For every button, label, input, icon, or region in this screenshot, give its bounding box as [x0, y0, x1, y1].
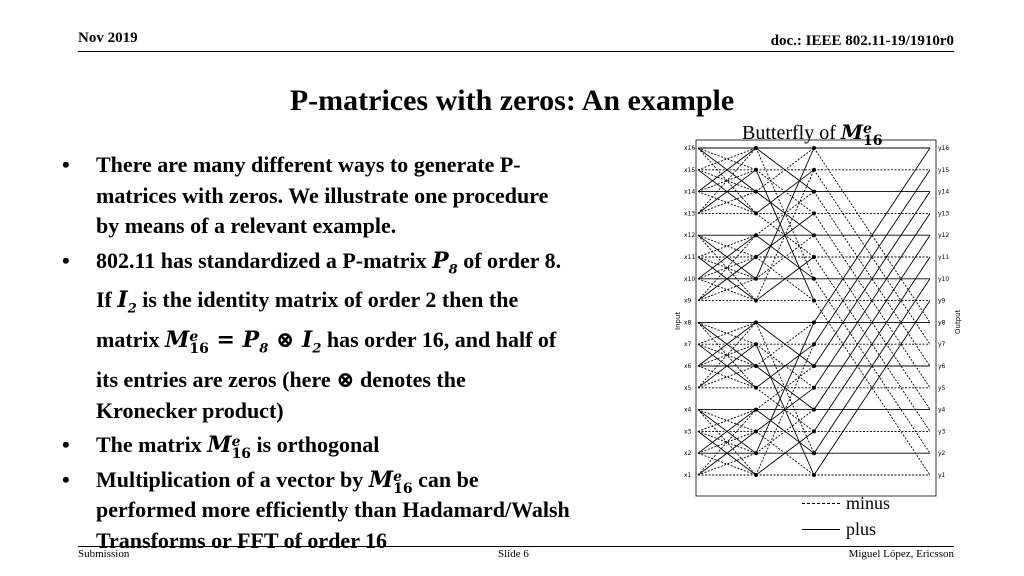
output-label: y16 [938, 145, 950, 152]
butterfly-node [812, 277, 816, 281]
input-axis-label: Input [674, 311, 682, 330]
header-doc-id: doc.: IEEE 802.11-19/1910r0 [770, 33, 954, 49]
input-label: x6 [684, 363, 692, 370]
butterfly-node [754, 386, 758, 390]
input-label: x9 [684, 297, 692, 305]
math-M16e: M e 16 [207, 432, 252, 463]
output-label: y8 [938, 319, 946, 327]
butterfly-node [812, 211, 816, 215]
bullet-4-text-c: performed more efficiently than Hadamard/Walsh [96, 497, 570, 523]
butterfly-diagram [672, 138, 962, 500]
bullet-dot: • [62, 432, 70, 458]
butterfly-node [754, 429, 758, 433]
input-label: x8 [684, 319, 692, 327]
legend-minus: minus [802, 490, 890, 516]
butterfly-node [812, 146, 816, 150]
butterfly-node [754, 408, 758, 412]
bullet-2-text-b: of order 8. [457, 247, 562, 273]
kron-symbol: ⊗ [336, 367, 355, 394]
input-label: x2 [684, 450, 692, 458]
bullet-2-text-g: its entries are zeros (here [96, 367, 337, 393]
butterfly-node [754, 451, 758, 455]
butterfly-node [754, 320, 758, 324]
output-label: y1 [938, 472, 946, 479]
butterfly-node [812, 190, 816, 194]
butterfly-node [812, 255, 816, 259]
output-label: y3 [938, 428, 946, 436]
bullet-4 [62, 465, 662, 557]
bullet-2-text-a: 802.11 has standardized a P-matrix [96, 247, 433, 273]
butterfly-node [754, 277, 758, 281]
butterfly-node [812, 408, 816, 412]
output-label: y4 [938, 406, 946, 414]
header-rule [78, 51, 954, 52]
butterfly-node [812, 473, 816, 477]
output-label: y6 [938, 363, 946, 370]
butterfly-node [812, 320, 816, 324]
footer-rule [78, 546, 954, 547]
bullet-3-text-b: is orthogonal [251, 432, 380, 458]
bullet-dot: • [62, 152, 70, 177]
math-P8: $P_8$ [432, 247, 458, 277]
output-label: y9 [938, 297, 946, 305]
bullet-2-text-e: matrix [96, 327, 166, 353]
footer-submission: Submission [78, 548, 130, 560]
bullet-2-text-c: If [96, 287, 118, 313]
slide-title: P-matrices with zeros: An example [289, 84, 735, 117]
input-label: x11 [684, 254, 696, 261]
butterfly-node [812, 429, 816, 433]
butterfly-node [754, 168, 758, 172]
math-M16e: M e 16 [840, 120, 883, 149]
legend-plus: plus [802, 516, 890, 542]
input-label: x7 [684, 341, 692, 349]
bullet-3 [62, 430, 662, 461]
butterfly-node [812, 233, 816, 237]
butterfly-node [754, 211, 758, 215]
bullet-2-text-i: Kronecker product) [96, 397, 284, 423]
input-label: x15 [684, 166, 696, 174]
bullet-3-text-a: The matrix [96, 432, 208, 458]
bullet-2-text-h: denotes the [354, 367, 466, 393]
butterfly-node [754, 146, 758, 150]
bullet-2-text-f: has order 16, and half of [321, 327, 557, 353]
butterfly-node [812, 386, 816, 390]
butterfly-node [754, 190, 758, 194]
output-label: y7 [938, 341, 946, 349]
output-label: y2 [938, 450, 946, 458]
butterfly-node [754, 473, 758, 477]
bullet-1-line-3: by means of a relevant example. [96, 213, 397, 238]
header-date: Nov 2019 [78, 30, 138, 46]
output-label: y15 [938, 166, 950, 174]
butterfly-node [754, 255, 758, 259]
butterfly-node [754, 233, 758, 237]
input-label: x1 [684, 472, 692, 479]
bullet-2 [62, 246, 662, 427]
bullet-1-line-1: There are many different ways to generate P- [96, 152, 521, 177]
math-I2: $I_2$ [117, 287, 137, 317]
bullet-1 [62, 150, 662, 242]
output-axis-label: Output [954, 309, 962, 334]
bullet-dot: • [62, 247, 70, 273]
footer-author: Miguel López, Ericsson [848, 548, 954, 560]
bullet-1-line-2: matrices with zeros. We illustrate one procedure [96, 182, 549, 208]
input-label: x14 [684, 188, 696, 196]
input-label: x12 [684, 232, 696, 240]
butterfly-node [812, 364, 816, 368]
bullet-4-text-b: can be [412, 466, 479, 492]
input-label: x16 [684, 145, 696, 152]
math-M16e: M e 16 [368, 466, 413, 497]
bullet-2-text-d: is the identity matrix of order 2 then the [136, 287, 519, 313]
input-label: x4 [684, 406, 692, 414]
bullet-4-text-a: Multiplication of a vector by [96, 466, 369, 492]
output-label: y11 [938, 254, 950, 261]
butterfly-node [754, 342, 758, 346]
input-label: x13 [684, 210, 696, 218]
math-equation: M e 16 = $P_8$ ⊗ $I_2$ [165, 327, 322, 358]
butterfly-node [812, 342, 816, 346]
butterfly-node [754, 364, 758, 368]
legend [802, 490, 890, 542]
output-label: y10 [938, 275, 950, 283]
input-label: x3 [684, 428, 692, 436]
output-label: y14 [938, 188, 950, 196]
input-label: x10 [684, 275, 696, 283]
input-label: x5 [684, 384, 692, 392]
output-label: y13 [938, 210, 950, 218]
output-label: y12 [938, 232, 950, 240]
butterfly-node [812, 451, 816, 455]
bullet-list [62, 150, 662, 560]
butterfly-node [812, 168, 816, 172]
figure-caption: Butterfly of M e 16 [742, 120, 883, 149]
bullet-4-text-d: Transforms or FFT of order 16 [96, 527, 388, 553]
butterfly-node [812, 299, 816, 303]
bullet-dot: • [62, 466, 70, 492]
footer-slide-number: Slide 6 [498, 548, 529, 560]
butterfly-node [754, 299, 758, 303]
output-label: y5 [938, 384, 946, 392]
